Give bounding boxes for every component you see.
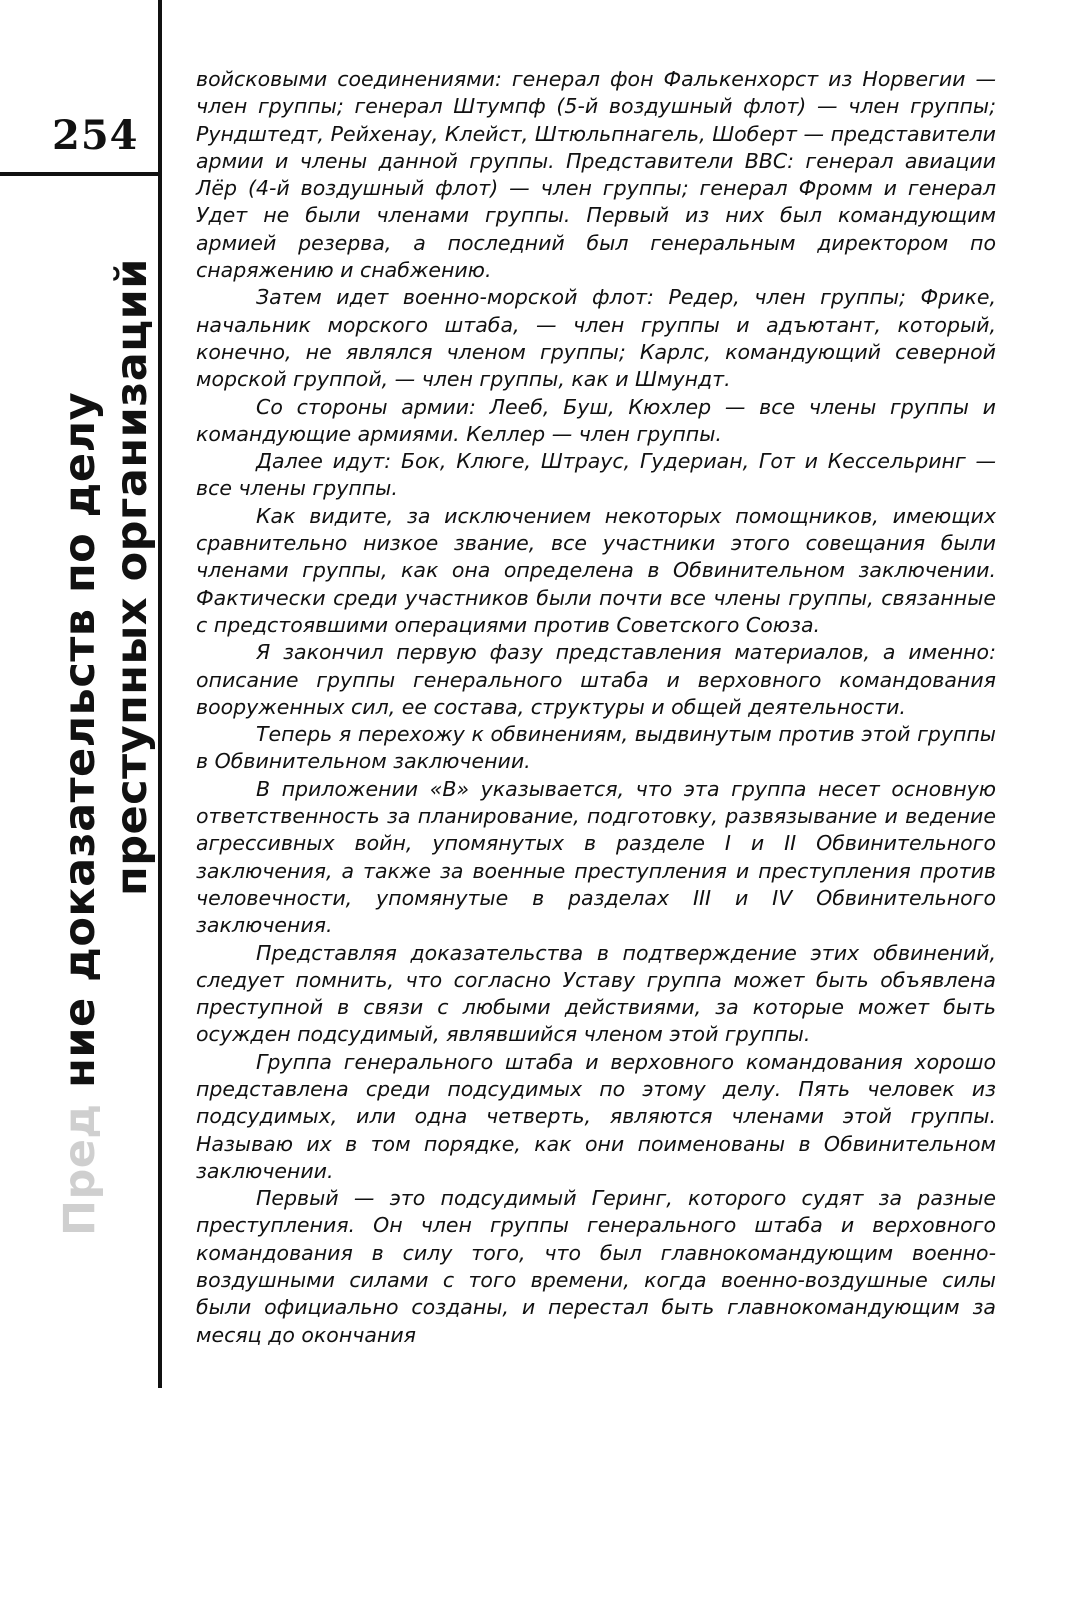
running-head-line-1-gap bbox=[55, 1088, 105, 1103]
paragraph-5: Как видите, за исключением некоторых помощников, имеющих сравнительно низкое звание, все участники этого совещания были членами группы, как она определена в Обвинительном заключении. Фактически среди участников были почти все члены группы, связанные с предстоявшими операциями против Советского Союза. bbox=[196, 503, 996, 637]
running-head-line-2: преступных организаций bbox=[107, 258, 157, 896]
page-number: 254 bbox=[52, 112, 139, 159]
paragraph-2: Затем идет военно-морской флот: Редер, член группы; Фрике, начальник морского штаба, — член группы и адъютант, который, конечно, не являлся членом группы; Карлс, командующий северной морской группой, — член группы, как и Шмундт. bbox=[196, 285, 996, 392]
running-head-faded-part: Пред bbox=[55, 1103, 105, 1236]
running-head-line-1 bbox=[54, 186, 106, 1236]
paragraph-8: В приложении «В» указывается, что эта группа несет основную ответственность за планирование, подготовку, развязывание и ведение агрессивных войн, упомянутых в разделе I и II Обвинительного заключения, а также за военные преступления и преступления против человечности, упомянутые в разделах III и IV Обвинительного заключения. bbox=[196, 776, 996, 938]
paragraph-1: войсковыми соединениями: генерал фон Фалькенхорст из Норвегии — член группы; генерал Штумпф (5-й воздушный флот) — член группы; Рундштедт, Рейхенау, Клейст, Штюльпнагель, Шоберт — представители армии и члены данной группы. Представители ВВС: генерал авиации Лёр (4-й воздушный флот) — член группы; генерал Фромм и генерал Удет не были членами группы. Первый из них был командующим армией резерва, а последний был генеральным директором по снаряжению и снабжению. bbox=[196, 67, 996, 283]
page-number-rule bbox=[0, 172, 162, 176]
paragraph-4: Далее идут: Бок, Клюге, Штраус, Гудериан, Гот и Кессельринг — все члены группы. bbox=[196, 449, 996, 501]
paragraph-9: Представляя доказательства в подтверждение этих обвинений, следует помнить, что согласно Уставу группа может быть объявлена преступной в связи с любыми действиями, за которые может быть осужден подсудимый, являвшийся членом этой группы. bbox=[196, 940, 996, 1047]
body-text bbox=[196, 66, 996, 1349]
paragraph-6: Я закончил первую фазу представления материалов, а именно: описание группы генерального штаба и верховного командования вооруженных сил, ее состава, структуры и общей деятельности. bbox=[196, 640, 996, 719]
paragraph-10: Группа генерального штаба и верховного командования хорошо представлена среди подсудимых по этому делу. Пять человек из подсудимых, или одна четверть, являются членами этой группы. Называю их в том порядке, как они поименованы в Обвинительном заключении. bbox=[196, 1049, 996, 1183]
paragraph-3: Со стороны армии: Лееб, Буш, Кюхлер — все члены группы и командующие армиями. Келлер — член группы. bbox=[196, 394, 996, 446]
paragraph-11: Первый — это подсудимый Геринг, которого судят за разные преступления. Он член группы генерального штаба и верховного командования в силу того, что был главнокомандующим военно-воздушными силами с того времени, когда военно-воздушные силы были официально созданы, и перестал быть главнокомандующим за месяц до окончания bbox=[196, 1186, 996, 1347]
paragraph-7: Теперь я перехожу к обвинениям, выдвинутым против этой группы в Обвинительном заключении. bbox=[196, 722, 996, 774]
running-head bbox=[54, 186, 204, 1236]
running-head-line-1-text: ние доказательств по делу bbox=[55, 391, 105, 1088]
